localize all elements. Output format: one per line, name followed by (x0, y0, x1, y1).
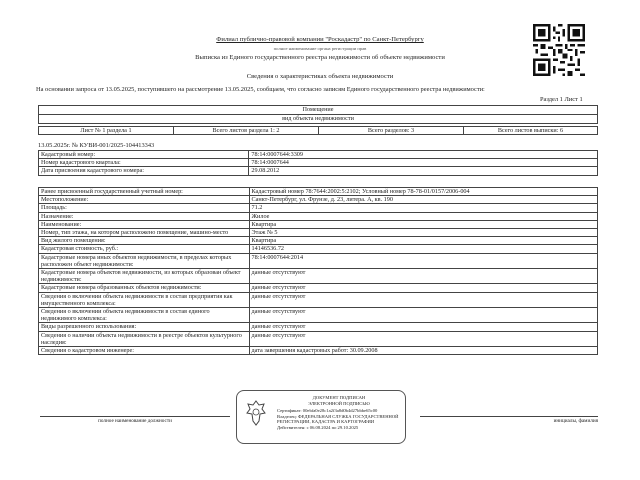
cell-label: Кадастровые номера образованных объектов недвижимости: (39, 284, 250, 292)
table-row (39, 188, 598, 196)
cell-value: данные отсутствуют (249, 323, 597, 331)
qr-code (533, 24, 585, 76)
cell-value: 14146536.72 (249, 245, 597, 253)
table-row (39, 323, 598, 331)
cell-label: Назначение: (39, 212, 250, 220)
page-marker: Раздел 1 Лист 1 (540, 96, 583, 103)
table-row (39, 253, 598, 268)
cell-label: Кадастровые номера объектов недвижимости, из которых образован объект недвижимости: (39, 269, 250, 284)
table-row (39, 269, 598, 284)
cell-label: Кадастровый номер: (39, 151, 249, 159)
cell-value: Кадастровый номер 78:7644:2002:5:2102; Условный номер 78-78-01/0157/2006-004 (249, 188, 597, 196)
cell-value: Этаж № 5 (249, 229, 597, 237)
cell-value: данные отсутствуют (249, 269, 597, 284)
cell-label: Виды разрешенного использования: (39, 323, 250, 331)
cell-label: Ранее присвоенный государственный учетный номер: (39, 188, 250, 196)
sheets-in-section: Всего листов раздела 1: 2 (174, 127, 319, 135)
section-title: Сведения о характеристиках объекта недвижимости (246, 73, 394, 80)
total-sheets: Всего листов выписки: 6 (464, 127, 598, 135)
cell-value: 71.2 (249, 204, 597, 212)
cell-label: Кадастровые номера иных объектов недвижимости, в пределах которых расположен объект недвижимости: (39, 253, 250, 268)
sections-count: Всего разделов: 3 (319, 127, 464, 135)
cell-label: Кадастровая стоимость, руб.: (39, 245, 250, 253)
cell-label: Сведения о включении объекта недвижимости в состав единого недвижимого комплекса: (39, 308, 250, 323)
cell-value: Квартира (249, 237, 597, 245)
sheet-info-table (38, 126, 598, 135)
request-text: На основании запроса от 13.05.2025, поступившего на рассмотрение 13.05.2025, сообщаем, что согласно записям Единого государственного реестра недвижимости: (36, 86, 485, 93)
cell-label: Наименование: (39, 220, 250, 228)
table-row (39, 167, 598, 175)
position-line (40, 416, 230, 417)
table-row (39, 151, 598, 159)
cell-value: Жилое (249, 212, 597, 220)
table-row (39, 245, 598, 253)
sheet-number: Лист № 1 раздела 1 (39, 127, 174, 135)
table-row (39, 308, 598, 323)
table-row (39, 159, 598, 167)
cell-value: данные отсутствуют (249, 331, 597, 346)
stamp-line: РЕГИСТРАЦИИ, КАДАСТРА И КАРТОГРАФИИ (277, 419, 375, 425)
cell-value: данные отсутствуют (249, 284, 597, 292)
stamp-line: Сертификат: 00ebfa0e28c1a2f3a8d0b4d27bbbe65c00 (277, 408, 378, 413)
cell-value: дата завершения кадастровых работ: 30.09.2008 (249, 347, 597, 355)
table-row (39, 292, 598, 307)
table-row (39, 204, 598, 212)
table-row (39, 284, 598, 292)
cell-value: 78:14:0007644:3309 (249, 151, 598, 159)
stamp-line: ЭЛЕКТРОННОЙ ПОДПИСЬЮ (308, 400, 370, 406)
characteristics-table (38, 187, 598, 355)
reference-line: 13.05.2025г. № КУВИ-001/2025-104413343 (38, 142, 155, 149)
table-row (39, 196, 598, 204)
cell-value: Санкт-Петербург, ул. Фрунзе, д. 23, литера. А, кв. 190 (249, 196, 597, 204)
cell-label: Номер, тип этажа, на котором расположено помещение, машино-место (39, 229, 250, 237)
cell-label: Номер кадастрового квартала: (39, 159, 249, 167)
cell-label: Сведения о наличии объекта недвижимости в реестре объектов культурного наследия: (39, 331, 250, 346)
name-caption: инициалы, фамилия (553, 418, 598, 424)
stamp-line: Владелец: ФЕДЕРАЛЬНАЯ СЛУЖБА ГОСУДАРСТВЕННОЙ (277, 413, 399, 419)
object-type: Помещение (39, 106, 598, 115)
position-caption: полное наименование должности (98, 418, 172, 424)
cell-label: Дата присвоения кадастрового номера: (39, 167, 249, 175)
stamp-line: Действителен: с 06.08.2024 по 29.10.2025 (277, 424, 359, 430)
cell-value: данные отсутствуют (249, 308, 597, 323)
emblem-icon (245, 399, 267, 427)
cell-label: Сведения о кадастровом инженере: (39, 347, 250, 355)
cell-label: Площадь: (39, 204, 250, 212)
cell-value: данные отсутствуют (249, 292, 597, 307)
table-row (39, 220, 598, 228)
object-type-table (38, 105, 598, 124)
table-row (39, 347, 598, 355)
cell-value: Квартира (249, 220, 597, 228)
extract-title: Выписка из Единого государственного реестра недвижимости об объекте недвижимости (195, 54, 445, 61)
e-signature-stamp (236, 390, 406, 444)
name-line (420, 416, 598, 417)
table-row (39, 229, 598, 237)
stamp-line: ДОКУМЕНТ ПОДПИСАН (312, 395, 366, 400)
cell-value: 78:14:0007644 (249, 159, 598, 167)
org-title: Филиал публично-правовой компании "Роскадастр" по Санкт-Петербургу (216, 36, 424, 43)
cell-value: 78:14:0007644:2014 (249, 253, 597, 268)
cell-label: Вид жилого помещения: (39, 237, 250, 245)
table-row (39, 331, 598, 346)
cell-label: Местоположение: (39, 196, 250, 204)
cell-value: 29.08.2012 (249, 167, 598, 175)
table-row (39, 212, 598, 220)
cell-label: Сведения о включении объекта недвижимости в состав предприятия как имущественного комплекса: (39, 292, 250, 307)
cadastral-table (38, 150, 598, 176)
org-subtitle: полное наименование органа регистрации прав (273, 46, 367, 51)
object-type-caption: вид объекта недвижимости (39, 115, 598, 124)
table-row (39, 237, 598, 245)
